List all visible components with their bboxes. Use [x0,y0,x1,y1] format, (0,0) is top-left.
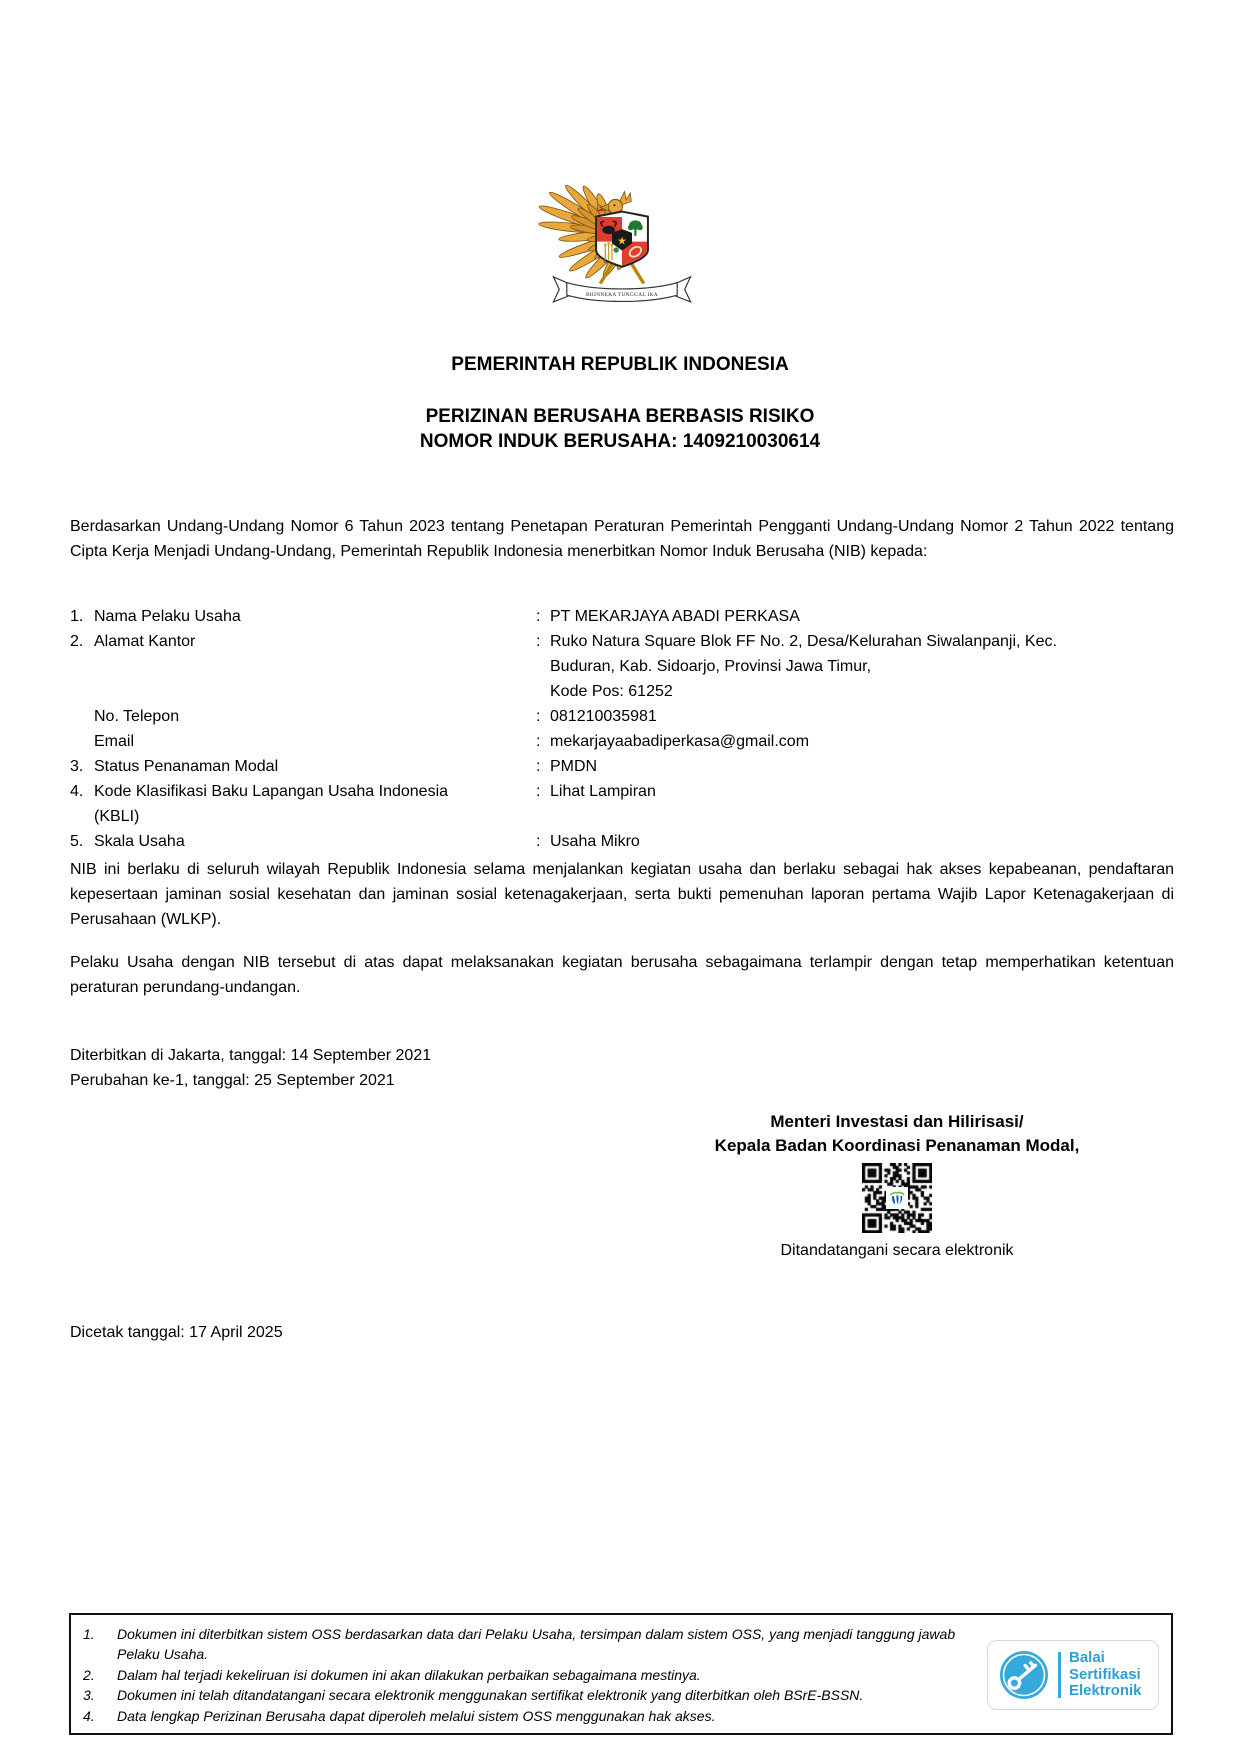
nib-number-title: NOMOR INDUK BERUSAHA: 1409210030614 [419,431,821,452]
footer-note-number: 1. [83,1625,95,1642]
business-fields-list [70,604,1174,854]
field-row [70,829,1174,854]
footer-note-text: Dalam hal terjadi kekeliruan isi dokumen ini akan dilakukan perbaikan sebagaimana mestinya. [117,1666,701,1683]
bse-wordmark [1069,1650,1142,1700]
bse-line1: Balai [1069,1649,1105,1667]
garuda-emblem [530,156,714,324]
field-number: 2. [70,633,84,650]
footer-notes-list [83,1624,987,1727]
field-row [70,754,1174,779]
revision-line: Perubahan ke-1, tanggal: 25 September 2021 [70,1072,395,1089]
field-row [70,729,1174,754]
field-colon: : [536,733,541,750]
bse-key-icon [998,1649,1050,1701]
field-number: 4. [70,783,84,800]
garuda-banner [553,277,690,302]
footer-note [83,1685,975,1706]
footer-note-text: Dokumen ini telah ditandatangani secara elektronik menggunakan sertifikat elektronik yang diterbitkan oleh BSrE-BSSN. [117,1687,864,1704]
esign-note: Ditandatangani secara elektronik [780,1242,1014,1259]
field-label: Nama Pelaku Usaha [94,608,241,625]
field-row [70,604,1174,629]
issued-line: Diterbitkan di Jakarta, tanggal: 14 September 2021 [70,1047,432,1064]
footer-note [83,1706,975,1727]
intro-paragraph: Berdasarkan Undang-Undang Nomor 6 Tahun 2023 tentang Penetapan Peraturan Pemerintah Pengganti Undang-Undang Nomor 2 Tahun 2022 tentang Cipta Kerja Menjadi Undang-Undang, Pemerintah Republik Indonesia menerbitkan Nomor Induk Berusaha (NIB) kepada: [70,518,1174,560]
printed-date-line: Dicetak tanggal: 17 April 2025 [70,1324,283,1341]
government-title: PEMERINTAH REPUBLIK INDONESIA [451,354,789,375]
bkpm-logo-icon [886,1187,908,1209]
field-label: Email [94,733,135,750]
garuda-leg-right [630,262,643,284]
field-value: mekarjayaabadiperkasa@gmail.com [550,733,810,750]
field-colon: : [536,758,541,775]
svg-text:★: ★ [617,235,627,248]
document-title: PERIZINAN BERUSAHA BERBASIS RISIKO [425,406,815,427]
field-value: PMDN [550,758,598,775]
footer-note-text: Dokumen ini diterbitkan sistem OSS berdasarkan data dari Pelaku Usaha, tersimpan dalam sistem OSS, yang menjadi tanggung jawab Pelaku Usaha. [117,1625,956,1663]
footer-note-number: 2. [83,1666,95,1683]
field-label: Skala Usaha [94,833,185,850]
field-colon: : [536,783,541,800]
field-value: 081210035981 [550,708,657,725]
bse-line3: Elektronik [1069,1682,1142,1700]
field-label: Alamat Kantor [94,633,196,650]
field-value: Usaha Mikro [550,833,640,850]
footer-note [83,1665,975,1686]
esign-qr-code [862,1163,932,1233]
emblem-motto: BHINNEKA TUNGGAL IKA [586,292,658,299]
field-number: 5. [70,833,84,850]
field-label: No. Telepon [94,708,180,725]
footer-notes-box [69,1613,1173,1735]
field-number: 3. [70,758,84,775]
bse-divider [1058,1652,1061,1698]
garuda-emblem-svg [530,156,714,324]
field-colon: : [536,833,541,850]
compliance-paragraph: Pelaku Usaha dengan NIB tersebut di atas dapat melaksanakan kegiatan berusaha sebagaimana terlampir dengan tetap memperhatikan ketentuan peraturan perundang-undangan. [70,954,1174,996]
bse-line2: Sertifikasi [1069,1665,1141,1683]
footer-note-text: Data lengkap Perizinan Berusaha dapat diperoleh melalui sistem OSS menggunakan hak akses. [117,1707,716,1724]
field-value: Ruko Natura Square Blok FF No. 2, Desa/Kelurahan Siwalanpanji, Kec. Buduran, Kab. Sidoarjo, Provinsi Jawa Timur, Kode Pos: 61252 [550,633,1057,700]
field-colon: : [536,633,541,650]
signatory-title-line1: Menteri Investasi dan Hilirisasi/ [770,1112,1024,1131]
bse-badge [987,1640,1159,1710]
field-colon: : [536,708,541,725]
field-colon: : [536,608,541,625]
field-row [70,704,1174,729]
field-label: Status Penanaman Modal [94,758,279,775]
field-value: Lihat Lampiran [550,783,656,800]
footer-note-number: 3. [83,1687,95,1704]
pancasila-shield [596,212,648,267]
validity-paragraph: NIB ini berlaku di seluruh wilayah Republik Indonesia selama menjalankan kegiatan usaha dan berlaku sebagai hak akses kepabeanan, pendaftaran kepesertaan jaminan sosial kesehatan dan jaminan sosial ketenagakerjaan, serta bukti pemenuhan laporan pertama Wajib Lapor Ketenagakerjaan di Perusahaan (WLKP). [70,861,1174,928]
footer-note-number: 4. [83,1707,95,1724]
field-row [70,629,1174,704]
signatory-title-line2: Kepala Badan Koordinasi Penanaman Modal, [714,1136,1080,1155]
field-row [70,779,1174,829]
footer-note [83,1624,975,1665]
field-number: 1. [70,608,84,625]
field-label: Kode Klasifikasi Baku Lapangan Usaha Indonesia (KBLI) [94,783,449,825]
field-value: PT MEKARJAYA ABADI PERKASA [550,608,800,625]
signature-block [572,1110,1222,1262]
